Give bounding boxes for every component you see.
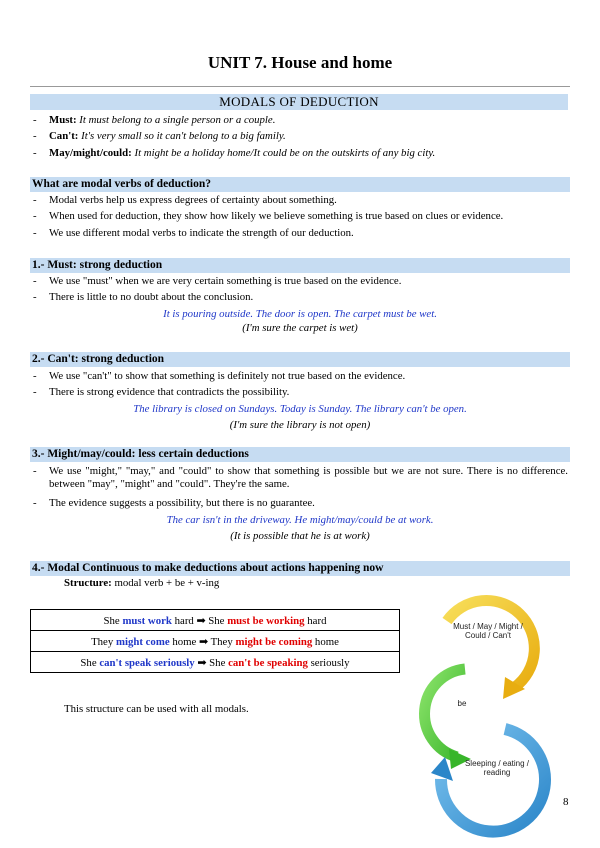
diagram-label-verbs: Sleeping / eating / reading (464, 759, 530, 777)
example-sentence: It is pouring outside. The door is open. The carpet must be wet. (163, 308, 437, 320)
table-row: She can't speak seriously ➡ She can't be speaking seriously (31, 652, 400, 673)
diagram-label-be: be (457, 699, 467, 708)
bullet-item: - We use "must" when we are very certain something is true based on the evidence. (33, 275, 402, 287)
intro-item: - Can't: It's very small so it can't belong to a big family. (33, 130, 286, 142)
example-gloss: (It is possible that he is at work) (230, 530, 370, 542)
section-band-main: MODALS OF DEDUCTION (30, 94, 568, 110)
bullet-item: - Modal verbs help us express degrees of certainty about something. (33, 194, 337, 206)
section-heading-must: 1.- Must: strong deduction (30, 258, 570, 273)
title-divider (30, 86, 570, 87)
page-number: 8 (563, 796, 569, 808)
diagram-label-modals: Must / May / Might / Could / Can't (453, 622, 523, 640)
section-heading-cant: 2.- Can't: strong deduction (30, 352, 570, 367)
bullet-item: - We use "can't" to show that something is definitely not true based on the evidence. (33, 370, 406, 382)
structure-line: Structure: modal verb + be + v-ing (64, 577, 220, 589)
examples-table (30, 609, 400, 673)
green-arrow-ring (425, 669, 471, 769)
arrow-icon: ➡ (196, 614, 206, 627)
yellow-arrow-ring (447, 600, 534, 699)
arrow-icon: ➡ (199, 635, 209, 648)
bullet-item: - We use different modal verbs to indicate the strength of our deduction. (33, 227, 354, 239)
structure-note: This structure can be used with all modals. (64, 703, 249, 715)
bullet-item: - The evidence suggests a possibility, but there is no guarantee. (33, 497, 315, 509)
bullet-item: - We use "might," "may," and "could" to show that something is possible but we are not sure. There is no difference. between "may", "might" and "could". They're the same. (33, 465, 568, 490)
example-gloss: (I'm sure the carpet is wet) (242, 322, 358, 334)
blue-arrow-ring (431, 729, 545, 832)
example-sentence: The library is closed on Sundays. Today is Sunday. The library can't be open. (133, 403, 467, 415)
example-gloss: (I'm sure the library is not open) (229, 419, 371, 431)
example-sentence: The car isn't in the driveway. He might/may/could be at work. (166, 514, 434, 526)
bullet-item: - There is strong evidence that contradicts the possibility. (33, 386, 290, 398)
table-row: She must work hard ➡ She must be working hard (31, 610, 400, 631)
section-heading-continuous: 4.- Modal Continuous to make deductions about actions happening now (30, 561, 570, 576)
arrow-icon: ➡ (197, 656, 207, 669)
section-heading-what: What are modal verbs of deduction? (30, 177, 570, 192)
bullet-item: - There is little to no doubt about the conclusion. (33, 291, 254, 303)
bullet-item: - When used for deduction, they show how likely we believe something is true based on clues or evidence. (33, 210, 504, 222)
intro-item: - Must: It must belong to a single person or a couple. (33, 114, 276, 126)
table-row: They might come home ➡ They might be coming home (31, 631, 400, 652)
intro-item: - May/might/could: It might be a holiday home/It could be on the outskirts of any big city. (33, 147, 436, 159)
page-title: UNIT 7. House and home (207, 53, 393, 72)
section-heading-might: 3.- Might/may/could: less certain deductions (30, 447, 570, 462)
